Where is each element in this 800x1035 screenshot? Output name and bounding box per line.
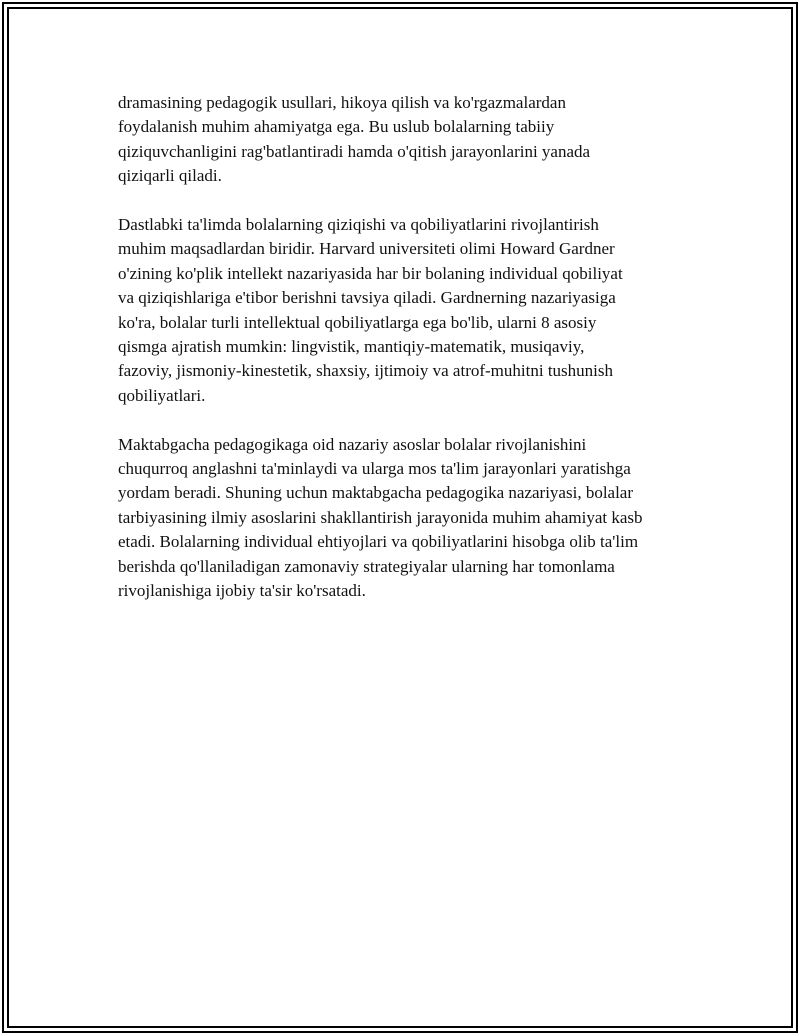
text-line: fazoviy, jismoniy-kinestetik, shaxsiy, ijtimoiy va atrof-muhitni tushunish bbox=[118, 361, 613, 381]
text-line: Maktabgacha pedagogikaga oid nazariy asoslar bolalar rivojlanishini bbox=[118, 434, 587, 454]
text-line: qiziqarli qiladi. bbox=[118, 166, 222, 186]
text-line: chuqurroq anglashni ta'minlaydi va ularga mos ta'lim jarayonlari yaratishga bbox=[118, 459, 631, 479]
text-line: etadi. Bolalarning individual ehtiyojlari va qobiliyatlarini hisobga olib ta'lim bbox=[118, 532, 639, 552]
text-line: qobiliyatlari. bbox=[118, 385, 206, 405]
paragraph-3 bbox=[118, 433, 698, 604]
paragraph-2 bbox=[118, 213, 698, 408]
text-line: tarbiyasining ilmiy asoslarini shakllantirish jarayonida muhim ahamiyat kasb bbox=[118, 507, 643, 527]
text-line: foydalanish muhim ahamiyatga ega. Bu uslub bolalarning tabiiy bbox=[118, 117, 555, 137]
text-line: va qiziqishlariga e'tibor berishni tavsiya qiladi. Gardnerning nazariyasiga bbox=[118, 288, 616, 308]
text-line: qiziquvchanligini rag'batlantiradi hamda o'qitish jarayonlarini yanada bbox=[118, 141, 591, 161]
text-line: qismga ajratish mumkin: lingvistik, mantiqiy-matematik, musiqaviy, bbox=[118, 337, 585, 357]
document-body bbox=[118, 91, 698, 628]
text-line: yordam beradi. Shuning uchun maktabgacha pedagogika nazariyasi, bolalar bbox=[118, 483, 634, 503]
text-line: dramasining pedagogik usullari, hikoya qilish va ko'rgazmalardan bbox=[118, 93, 566, 112]
paragraph-1 bbox=[118, 91, 698, 189]
text-line: rivojlanishiga ijobiy ta'sir ko'rsatadi. bbox=[118, 581, 366, 601]
text-line: o'zining ko'plik intellekt nazariyasida har bir bolaning individual qobiliyat bbox=[118, 263, 623, 283]
text-line: ko'ra, bolalar turli intellektual qobiliyatlarga ega bo'lib, ularni 8 asosiy bbox=[118, 312, 597, 332]
text-line: berishda qo'llaniladigan zamonaviy strategiyalar ularning har tomonlama bbox=[118, 556, 615, 576]
text-line: muhim maqsadlardan biridir. Harvard universiteti olimi Howard Gardner bbox=[118, 239, 615, 259]
text-line: Dastlabki ta'limda bolalarning qiziqishi va qobiliyatlarini rivojlantirish bbox=[118, 215, 599, 235]
